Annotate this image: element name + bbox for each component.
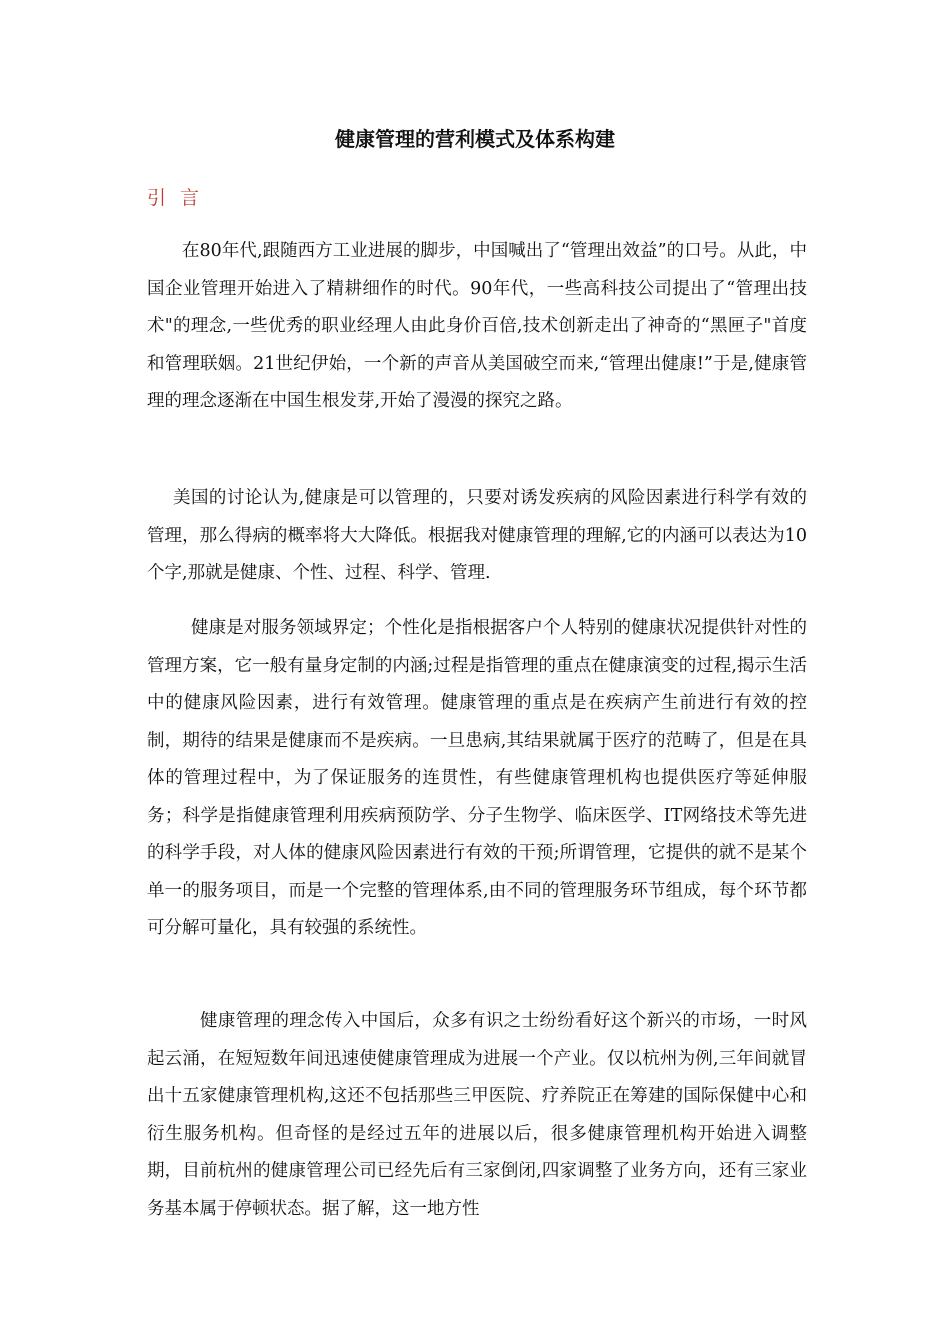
section-heading-introduction: 引言 <box>147 187 214 209</box>
document-title: 健康管理的营利模式及体系构建 <box>335 127 615 151</box>
paragraph-2: 美国的讨论认为,健康是可以管理的，只要对诱发疾病的风险因素进行科学有效的管理，那么得病的概率将大大降低。根据我对健康管理的理解,它的内涵可以表达为10个字,那就是健康、个性、过程、科学、管理. <box>147 488 807 583</box>
paragraph-1: 在80年代,跟随西方工业进展的脚步，中国喊出了“管理出效益”的口号。从此，中国企业管理开始进入了精耕细作的时代。90年代，一些高科技公司提出了“管理出技术"的理念,一些优秀的职业经理人由此身价百倍,技术创新走出了神奇的“黑匣子"首度和管理联姻。21世纪伊始，一个新的声音从美国破空而来,“管理出健康!”于是,健康管理的理念逐渐在中国生根发芽,开始了漫漫的探究之路。 <box>147 241 807 411</box>
paragraph-4: 健康管理的理念传入中国后，众多有识之士纷纷看好这个新兴的市场，一时风起云涌，在短短数年间迅速使健康管理成为进展一个产业。仅以杭州为例,三年间就冒出十五家健康管理机构,这还不包括那些三甲医院、疗养院正在筹建的国际保健中心和衍生服务机构。但奇怪的是经过五年的进展以后，很多健康管理机构开始进入调整期，目前杭州的健康管理公司已经先后有三家倒闭,四家调整了业务方向，还有三家业务基本属于停顿状态。据了解，这一地方性 <box>147 1011 807 1219</box>
paragraph-3: 健康是对服务领域界定；个性化是指根据客户个人特别的健康状况提供针对性的管理方案，它一般有量身定制的内涵;过程是指管理的重点在健康演变的过程,揭示生活中的健康风险因素，进行有效管理。健康管理的重点是在疾病产生前进行有效的控制，期待的结果是健康而不是疾病。一旦患病,其结果就属于医疗的范畴了，但是在具体的管理过程中，为了保证服务的连贯性，有些健康管理机构也提供医疗等延伸服务；科学是指健康管理利用疾病预防学、分子生物学、临床医学、IT网络技术等先进的科学手段，对人体的健康风险因素进行有效的干预;所谓管理，它提供的就不是某个单一的服务项目，而是一个完整的管理体系,由不同的管理服务环节组成，每个环节都可分解可量化，具有较强的系统性。 <box>147 618 807 938</box>
